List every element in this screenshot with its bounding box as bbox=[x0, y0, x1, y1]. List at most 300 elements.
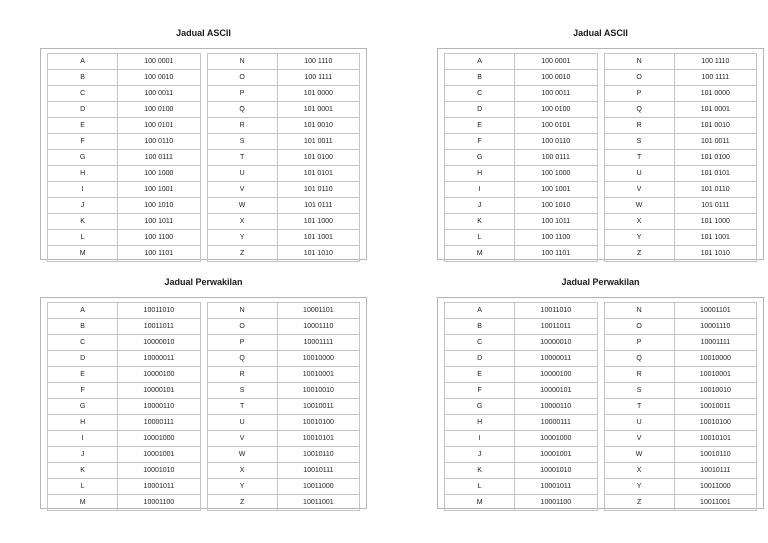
binary-code-cell: 10010101 bbox=[674, 431, 756, 447]
table-row bbox=[207, 431, 360, 447]
table-row bbox=[604, 198, 757, 214]
table-row bbox=[445, 182, 598, 198]
binary-code-cell: 100 0101 bbox=[118, 118, 200, 134]
letter-cell: K bbox=[445, 214, 515, 230]
table-row bbox=[604, 463, 757, 479]
letter-cell: Y bbox=[604, 479, 674, 495]
table-row bbox=[445, 319, 598, 335]
table-row bbox=[207, 102, 360, 118]
letter-cell: L bbox=[445, 230, 515, 246]
letter-cell: J bbox=[445, 447, 515, 463]
table-row bbox=[445, 383, 598, 399]
binary-code-cell: 101 0010 bbox=[277, 118, 359, 134]
table-row bbox=[207, 230, 360, 246]
binary-code-cell: 100 1011 bbox=[515, 214, 597, 230]
letter-cell: K bbox=[48, 463, 118, 479]
table-row bbox=[604, 182, 757, 198]
table-row bbox=[48, 447, 201, 463]
panel-title: Jadual Perwakilan bbox=[164, 277, 243, 287]
table-row bbox=[48, 303, 201, 319]
binary-code-cell: 101 0101 bbox=[674, 166, 756, 182]
binary-code-cell: 10001010 bbox=[118, 463, 200, 479]
letter-cell: I bbox=[445, 182, 515, 198]
table-row bbox=[445, 431, 598, 447]
binary-code-cell: 10010010 bbox=[277, 383, 359, 399]
binary-code-cell: 10010011 bbox=[674, 399, 756, 415]
letter-cell: D bbox=[445, 102, 515, 118]
table-row bbox=[48, 335, 201, 351]
table-row bbox=[207, 415, 360, 431]
binary-code-cell: 100 1111 bbox=[277, 70, 359, 86]
letter-cell: X bbox=[604, 463, 674, 479]
binary-code-cell: 101 0001 bbox=[674, 102, 756, 118]
binary-code-cell: 100 0100 bbox=[118, 102, 200, 118]
binary-code-cell: 10001001 bbox=[515, 447, 597, 463]
binary-code-cell: 100 1110 bbox=[277, 54, 359, 70]
table-row bbox=[604, 335, 757, 351]
binary-code-cell: 101 0001 bbox=[277, 102, 359, 118]
table-row bbox=[445, 303, 598, 319]
table-row bbox=[48, 86, 201, 102]
binary-code-cell: 10010111 bbox=[277, 463, 359, 479]
letter-cell: N bbox=[207, 303, 277, 319]
table-row bbox=[48, 351, 201, 367]
binary-code-cell: 10001000 bbox=[515, 431, 597, 447]
binary-code-cell: 10001100 bbox=[118, 495, 200, 511]
representation-panel-right bbox=[437, 275, 764, 509]
table-row bbox=[207, 182, 360, 198]
binary-code-cell: 10000110 bbox=[515, 399, 597, 415]
binary-code-cell: 101 0111 bbox=[277, 198, 359, 214]
table-row bbox=[445, 86, 598, 102]
table-row bbox=[604, 134, 757, 150]
letter-cell: O bbox=[604, 319, 674, 335]
table-row bbox=[445, 246, 598, 262]
table-row bbox=[48, 319, 201, 335]
letter-cell: U bbox=[207, 415, 277, 431]
table-row bbox=[48, 182, 201, 198]
letter-cell: P bbox=[604, 335, 674, 351]
letter-cell: W bbox=[207, 447, 277, 463]
binary-code-cell: 10000011 bbox=[515, 351, 597, 367]
letter-cell: B bbox=[48, 70, 118, 86]
table-row bbox=[445, 102, 598, 118]
letter-cell: O bbox=[604, 70, 674, 86]
letter-cell: P bbox=[604, 86, 674, 102]
letter-cell: U bbox=[207, 166, 277, 182]
letter-cell: P bbox=[207, 86, 277, 102]
letter-cell: U bbox=[604, 166, 674, 182]
binary-code-cell: 100 1010 bbox=[118, 198, 200, 214]
letter-cell: B bbox=[445, 70, 515, 86]
table-row bbox=[445, 166, 598, 182]
binary-code-cell: 100 0011 bbox=[118, 86, 200, 102]
table-row bbox=[445, 415, 598, 431]
table-row bbox=[207, 54, 360, 70]
binary-code-cell: 10010110 bbox=[674, 447, 756, 463]
table-row bbox=[207, 463, 360, 479]
letter-cell: W bbox=[604, 447, 674, 463]
letter-cell: G bbox=[48, 150, 118, 166]
letter-cell: A bbox=[445, 303, 515, 319]
letter-cell: R bbox=[604, 367, 674, 383]
letter-cell: N bbox=[207, 54, 277, 70]
binary-code-cell: 101 1010 bbox=[674, 246, 756, 262]
binary-code-cell: 10001111 bbox=[277, 335, 359, 351]
letter-cell: U bbox=[604, 415, 674, 431]
letter-cell: P bbox=[207, 335, 277, 351]
binary-code-cell: 100 1001 bbox=[515, 182, 597, 198]
table-row bbox=[207, 303, 360, 319]
letter-cell: D bbox=[48, 351, 118, 367]
table-row bbox=[604, 246, 757, 262]
letter-cell: W bbox=[207, 198, 277, 214]
binary-code-cell: 101 0010 bbox=[674, 118, 756, 134]
binary-code-cell: 10001011 bbox=[118, 479, 200, 495]
binary-code-cell: 100 0011 bbox=[515, 86, 597, 102]
binary-code-cell: 100 0001 bbox=[515, 54, 597, 70]
letter-cell: Q bbox=[207, 102, 277, 118]
letter-cell: Z bbox=[207, 246, 277, 262]
binary-code-cell: 10000111 bbox=[118, 415, 200, 431]
binary-code-cell: 10011001 bbox=[277, 495, 359, 511]
table-row bbox=[207, 150, 360, 166]
binary-code-cell: 10001101 bbox=[674, 303, 756, 319]
binary-code-cell: 10000100 bbox=[118, 367, 200, 383]
letter-cell: F bbox=[445, 383, 515, 399]
table-row bbox=[445, 70, 598, 86]
letter-cell: S bbox=[207, 134, 277, 150]
table-row bbox=[604, 86, 757, 102]
table-row bbox=[207, 134, 360, 150]
letter-cell: E bbox=[445, 118, 515, 134]
letter-cell: E bbox=[48, 118, 118, 134]
letter-cell: J bbox=[48, 447, 118, 463]
table-row bbox=[207, 198, 360, 214]
binary-code-cell: 100 1111 bbox=[674, 70, 756, 86]
letter-cell: F bbox=[48, 134, 118, 150]
table-row bbox=[48, 118, 201, 134]
letter-cell: O bbox=[207, 319, 277, 335]
table-row bbox=[604, 230, 757, 246]
letter-cell: L bbox=[48, 230, 118, 246]
table-row bbox=[48, 150, 201, 166]
binary-code-cell: 100 1011 bbox=[118, 214, 200, 230]
letter-cell: C bbox=[48, 86, 118, 102]
binary-code-cell: 10010001 bbox=[277, 367, 359, 383]
table-right-half bbox=[207, 302, 361, 511]
letter-cell: X bbox=[207, 214, 277, 230]
letter-cell: G bbox=[445, 150, 515, 166]
binary-code-cell: 101 0000 bbox=[277, 86, 359, 102]
letter-cell: V bbox=[207, 431, 277, 447]
binary-code-cell: 10011001 bbox=[674, 495, 756, 511]
binary-code-cell: 100 0010 bbox=[118, 70, 200, 86]
binary-code-cell: 101 0101 bbox=[277, 166, 359, 182]
letter-cell: M bbox=[445, 495, 515, 511]
binary-code-cell: 10000100 bbox=[515, 367, 597, 383]
letter-cell: Z bbox=[604, 495, 674, 511]
binary-code-cell: 100 1001 bbox=[118, 182, 200, 198]
table-row bbox=[445, 367, 598, 383]
binary-code-cell: 100 1101 bbox=[515, 246, 597, 262]
binary-code-cell: 10000011 bbox=[118, 351, 200, 367]
binary-code-cell: 10011000 bbox=[674, 479, 756, 495]
binary-code-cell: 101 0100 bbox=[674, 150, 756, 166]
table-right-half bbox=[604, 302, 758, 511]
binary-code-cell: 100 0111 bbox=[515, 150, 597, 166]
table-row bbox=[48, 102, 201, 118]
letter-cell: G bbox=[445, 399, 515, 415]
table-row bbox=[48, 463, 201, 479]
letter-cell: V bbox=[207, 182, 277, 198]
table-row bbox=[207, 383, 360, 399]
panel-title: Jadual Perwakilan bbox=[561, 277, 640, 287]
binary-code-cell: 100 0111 bbox=[118, 150, 200, 166]
letter-cell: S bbox=[604, 134, 674, 150]
binary-code-cell: 10010100 bbox=[277, 415, 359, 431]
letter-cell: F bbox=[48, 383, 118, 399]
binary-code-cell: 100 0101 bbox=[515, 118, 597, 134]
letter-cell: Y bbox=[207, 230, 277, 246]
binary-code-cell: 100 0110 bbox=[515, 134, 597, 150]
table-row bbox=[445, 495, 598, 511]
table-left-half bbox=[47, 53, 201, 262]
letter-cell: T bbox=[604, 399, 674, 415]
table-row bbox=[207, 351, 360, 367]
table-row bbox=[604, 415, 757, 431]
binary-code-cell: 10010110 bbox=[277, 447, 359, 463]
letter-cell: R bbox=[207, 367, 277, 383]
letter-cell: Y bbox=[207, 479, 277, 495]
letter-cell: H bbox=[445, 166, 515, 182]
letter-cell: X bbox=[207, 463, 277, 479]
letter-cell: W bbox=[604, 198, 674, 214]
binary-code-cell: 10000101 bbox=[118, 383, 200, 399]
binary-code-cell: 100 0110 bbox=[118, 134, 200, 150]
table-row bbox=[604, 351, 757, 367]
binary-code-cell: 10011010 bbox=[118, 303, 200, 319]
letter-cell: A bbox=[445, 54, 515, 70]
binary-code-cell: 101 1000 bbox=[277, 214, 359, 230]
table-row bbox=[445, 198, 598, 214]
binary-code-cell: 10001110 bbox=[674, 319, 756, 335]
table-container bbox=[40, 297, 367, 509]
binary-code-cell: 10010000 bbox=[674, 351, 756, 367]
table-row bbox=[604, 214, 757, 230]
table-row bbox=[445, 399, 598, 415]
table-row bbox=[48, 198, 201, 214]
letter-cell: M bbox=[48, 495, 118, 511]
letter-cell: I bbox=[48, 182, 118, 198]
table-row bbox=[207, 399, 360, 415]
letter-cell: Y bbox=[604, 230, 674, 246]
table-row bbox=[207, 367, 360, 383]
table-row bbox=[604, 399, 757, 415]
binary-code-cell: 10010101 bbox=[277, 431, 359, 447]
letter-cell: M bbox=[48, 246, 118, 262]
binary-code-cell: 10001100 bbox=[515, 495, 597, 511]
binary-code-cell: 100 1010 bbox=[515, 198, 597, 214]
letter-cell: H bbox=[48, 166, 118, 182]
table-row bbox=[207, 479, 360, 495]
binary-code-cell: 10011000 bbox=[277, 479, 359, 495]
letter-cell: J bbox=[48, 198, 118, 214]
table-row bbox=[445, 150, 598, 166]
binary-code-cell: 10010001 bbox=[674, 367, 756, 383]
table-row bbox=[604, 70, 757, 86]
table-row bbox=[48, 134, 201, 150]
binary-code-cell: 10000101 bbox=[515, 383, 597, 399]
letter-cell: I bbox=[445, 431, 515, 447]
table-row bbox=[604, 367, 757, 383]
table-left-half bbox=[444, 302, 598, 511]
binary-code-cell: 10001001 bbox=[118, 447, 200, 463]
table-row bbox=[604, 118, 757, 134]
binary-code-cell: 100 1100 bbox=[118, 230, 200, 246]
letter-cell: L bbox=[445, 479, 515, 495]
letter-cell: X bbox=[604, 214, 674, 230]
binary-code-cell: 100 1101 bbox=[118, 246, 200, 262]
binary-code-cell: 101 0011 bbox=[674, 134, 756, 150]
table-row bbox=[445, 54, 598, 70]
table-row bbox=[207, 166, 360, 182]
binary-code-cell: 100 0001 bbox=[118, 54, 200, 70]
table-row bbox=[48, 70, 201, 86]
binary-code-cell: 101 1001 bbox=[277, 230, 359, 246]
binary-code-cell: 101 1000 bbox=[674, 214, 756, 230]
letter-cell: I bbox=[48, 431, 118, 447]
table-row bbox=[445, 134, 598, 150]
table-row bbox=[207, 214, 360, 230]
table-row bbox=[48, 367, 201, 383]
letter-cell: Q bbox=[604, 102, 674, 118]
table-left-half bbox=[47, 302, 201, 511]
letter-cell: C bbox=[48, 335, 118, 351]
letter-cell: M bbox=[445, 246, 515, 262]
binary-code-cell: 10001111 bbox=[674, 335, 756, 351]
table-row bbox=[445, 479, 598, 495]
table-row bbox=[48, 54, 201, 70]
binary-code-cell: 10001101 bbox=[277, 303, 359, 319]
table-row bbox=[445, 463, 598, 479]
letter-cell: C bbox=[445, 86, 515, 102]
letter-cell: S bbox=[207, 383, 277, 399]
binary-code-cell: 101 1001 bbox=[674, 230, 756, 246]
letter-cell: Z bbox=[207, 495, 277, 511]
binary-code-cell: 100 1000 bbox=[118, 166, 200, 182]
table-row bbox=[445, 447, 598, 463]
binary-code-cell: 10010000 bbox=[277, 351, 359, 367]
letter-cell: Q bbox=[604, 351, 674, 367]
letter-cell: H bbox=[48, 415, 118, 431]
table-right-half bbox=[604, 53, 758, 262]
table-row bbox=[604, 447, 757, 463]
table-row bbox=[604, 383, 757, 399]
binary-code-cell: 101 0000 bbox=[674, 86, 756, 102]
table-row bbox=[445, 118, 598, 134]
table-row bbox=[604, 102, 757, 118]
binary-code-cell: 101 0100 bbox=[277, 150, 359, 166]
table-row bbox=[48, 230, 201, 246]
table-right-half bbox=[207, 53, 361, 262]
binary-code-cell: 10001011 bbox=[515, 479, 597, 495]
letter-cell: C bbox=[445, 335, 515, 351]
table-row bbox=[48, 415, 201, 431]
letter-cell: K bbox=[445, 463, 515, 479]
letter-cell: F bbox=[445, 134, 515, 150]
binary-code-cell: 100 1000 bbox=[515, 166, 597, 182]
table-row bbox=[48, 246, 201, 262]
table-row bbox=[604, 479, 757, 495]
table-row bbox=[445, 351, 598, 367]
letter-cell: R bbox=[604, 118, 674, 134]
table-row bbox=[207, 70, 360, 86]
binary-code-cell: 10000111 bbox=[515, 415, 597, 431]
letter-cell: Z bbox=[604, 246, 674, 262]
table-row bbox=[207, 118, 360, 134]
binary-code-cell: 10010011 bbox=[277, 399, 359, 415]
letter-cell: B bbox=[445, 319, 515, 335]
letter-cell: J bbox=[445, 198, 515, 214]
table-row bbox=[48, 383, 201, 399]
table-row bbox=[48, 495, 201, 511]
representation-panel-left bbox=[40, 275, 367, 509]
table-row bbox=[604, 54, 757, 70]
letter-cell: N bbox=[604, 303, 674, 319]
letter-cell: E bbox=[445, 367, 515, 383]
letter-cell: A bbox=[48, 303, 118, 319]
table-row bbox=[604, 303, 757, 319]
table-row bbox=[207, 495, 360, 511]
table-row bbox=[207, 447, 360, 463]
table-row bbox=[207, 86, 360, 102]
table-row bbox=[48, 399, 201, 415]
binary-code-cell: 101 0011 bbox=[277, 134, 359, 150]
binary-code-cell: 101 0110 bbox=[674, 182, 756, 198]
binary-code-cell: 100 0010 bbox=[515, 70, 597, 86]
binary-code-cell: 10000110 bbox=[118, 399, 200, 415]
ascii-panel-left bbox=[40, 26, 367, 260]
table-row bbox=[604, 431, 757, 447]
binary-code-cell: 10001110 bbox=[277, 319, 359, 335]
table-left-half bbox=[444, 53, 598, 262]
table-row bbox=[604, 166, 757, 182]
letter-cell: G bbox=[48, 399, 118, 415]
binary-code-cell: 100 1110 bbox=[674, 54, 756, 70]
letter-cell: R bbox=[207, 118, 277, 134]
panel-title: Jadual ASCII bbox=[573, 28, 628, 38]
table-row bbox=[604, 495, 757, 511]
binary-code-cell: 101 0110 bbox=[277, 182, 359, 198]
binary-code-cell: 100 0100 bbox=[515, 102, 597, 118]
table-row bbox=[445, 335, 598, 351]
letter-cell: O bbox=[207, 70, 277, 86]
ascii-panel-right bbox=[437, 26, 764, 260]
binary-code-cell: 10011011 bbox=[118, 319, 200, 335]
letter-cell: B bbox=[48, 319, 118, 335]
letter-cell: S bbox=[604, 383, 674, 399]
letter-cell: D bbox=[48, 102, 118, 118]
table-row bbox=[604, 150, 757, 166]
letter-cell: V bbox=[604, 182, 674, 198]
binary-code-cell: 10010100 bbox=[674, 415, 756, 431]
letter-cell: T bbox=[604, 150, 674, 166]
table-row bbox=[48, 431, 201, 447]
letter-cell: D bbox=[445, 351, 515, 367]
letter-cell: K bbox=[48, 214, 118, 230]
table-row bbox=[48, 166, 201, 182]
